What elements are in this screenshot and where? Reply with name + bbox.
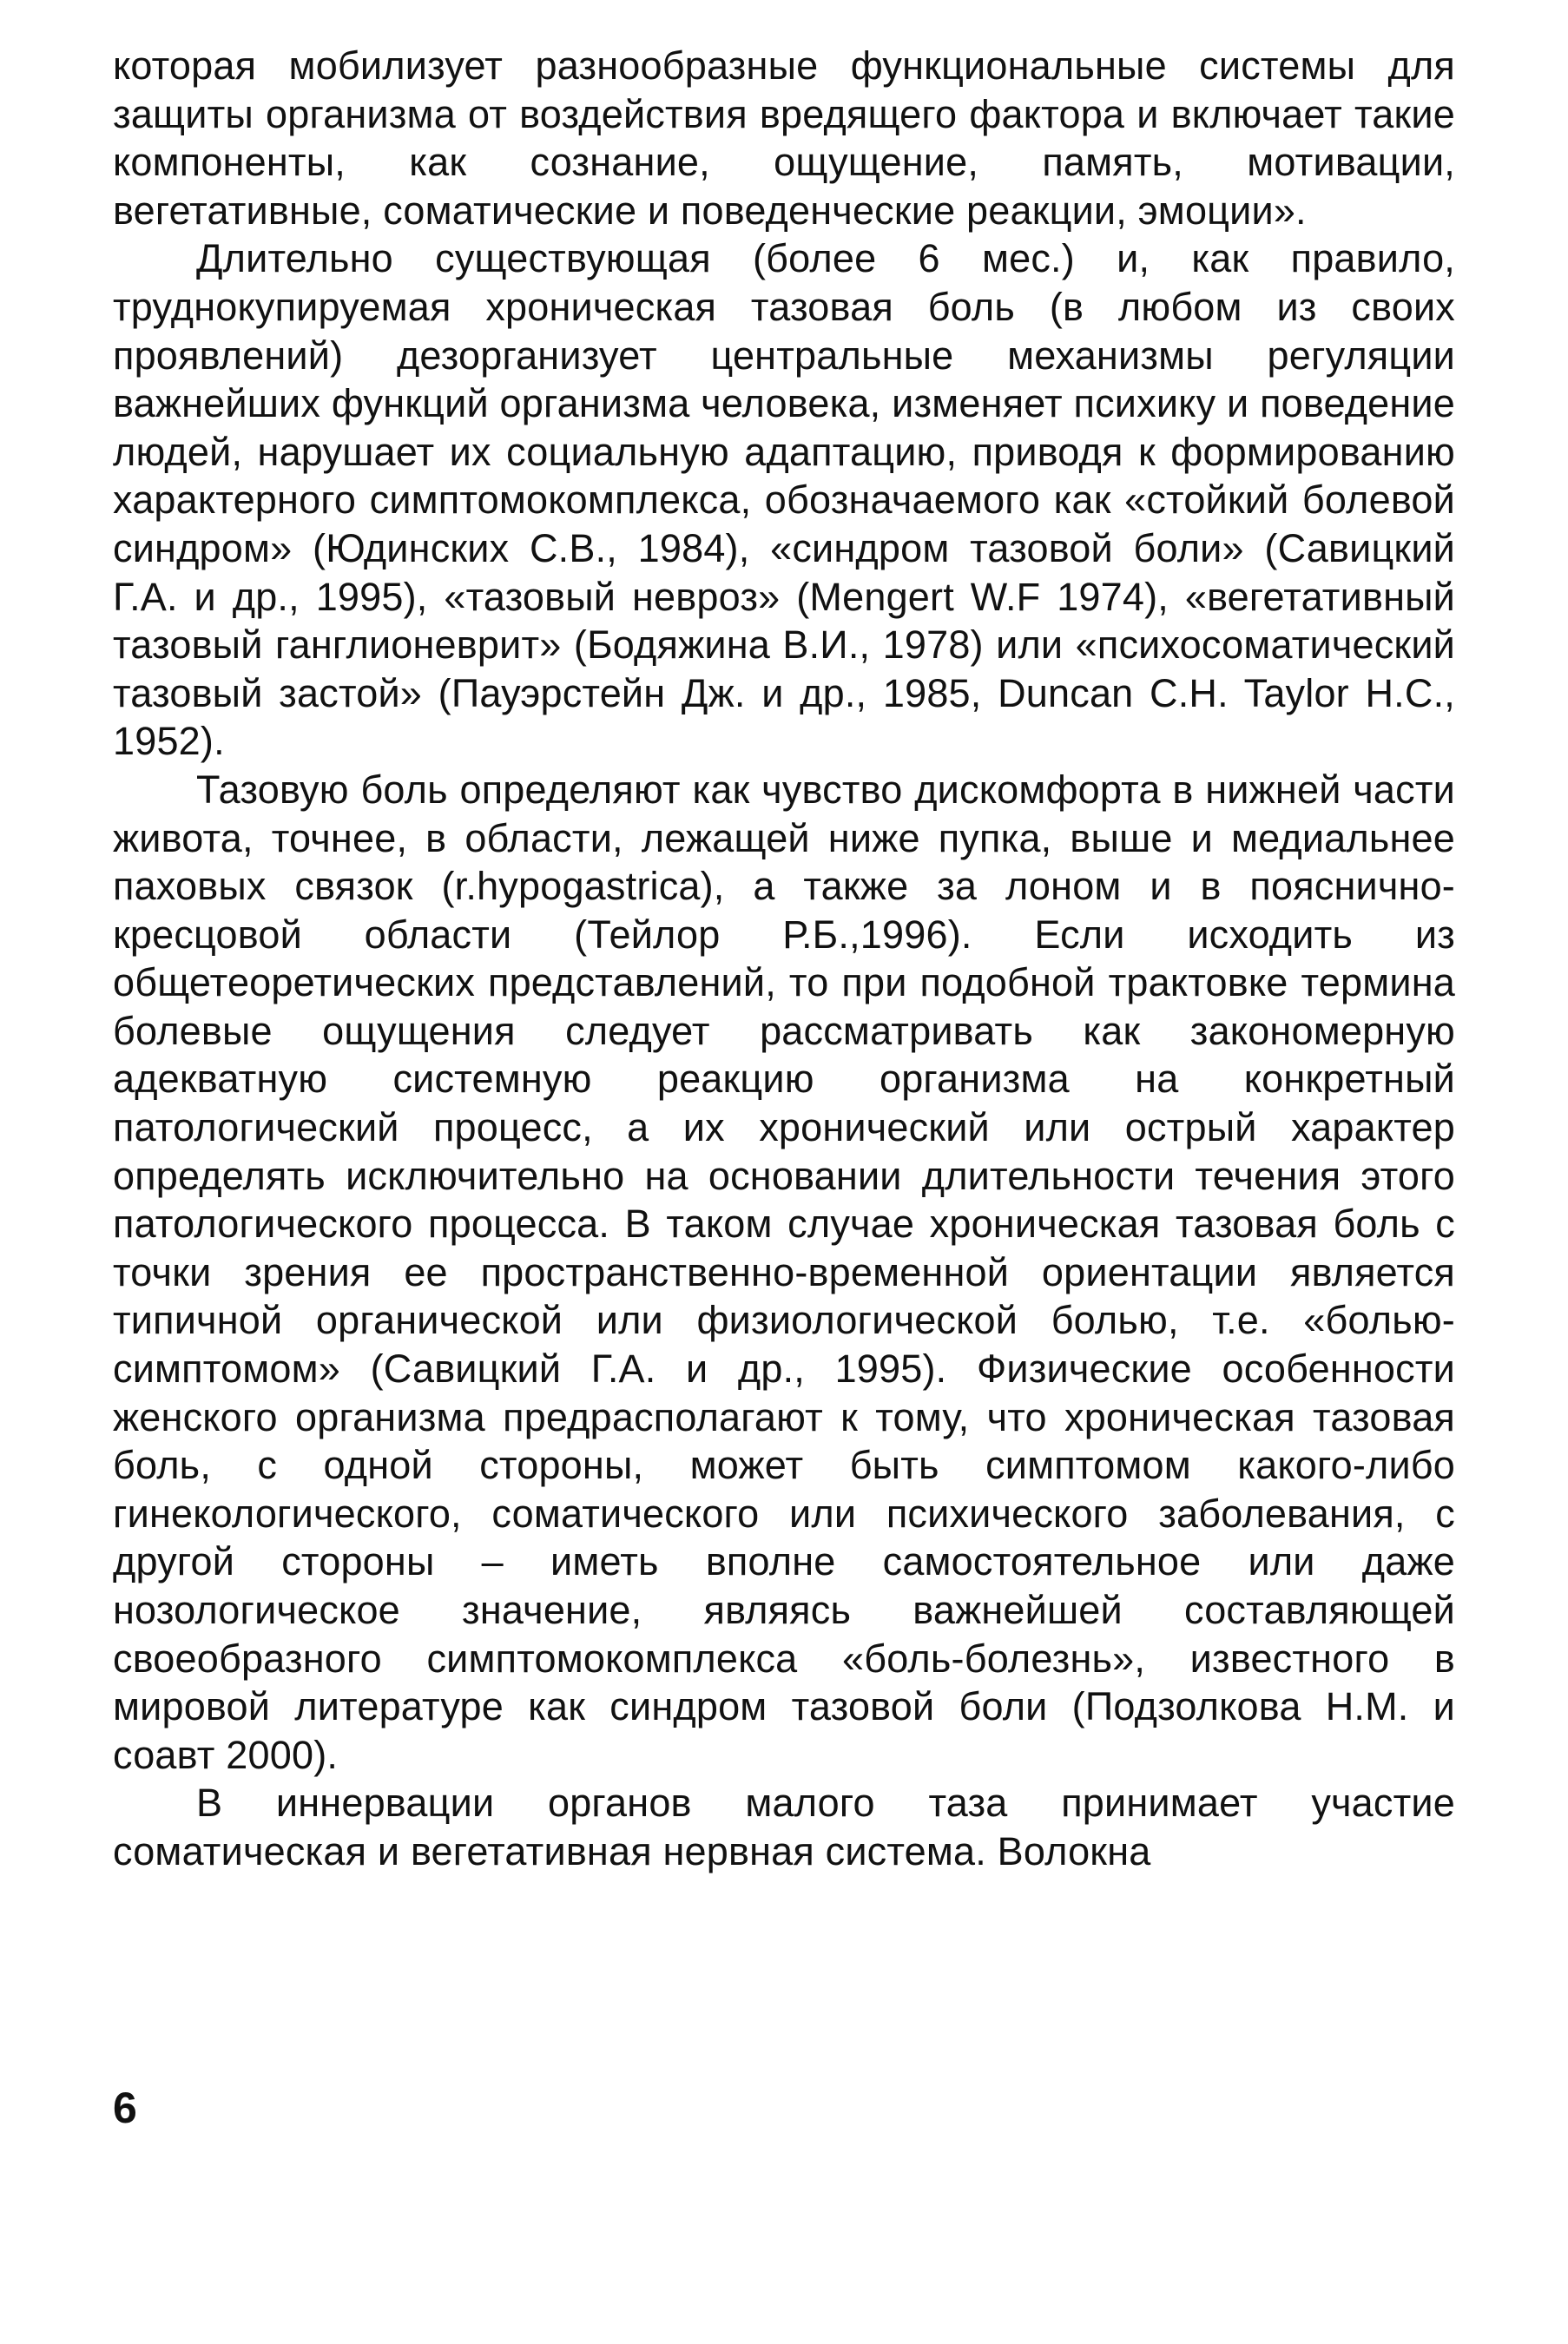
paragraph-4: В иннервации органов малого таза принимает участие соматическая и вегетативная нервная система. Волокна [113, 1781, 1455, 1873]
paragraph-1: которая мобилизует разнообразные функциональные системы для защиты организма от воздействия вредящего фактора и включает такие компоненты, как сознание, ощущение, память, мотивации, вегетативные, соматические и поведенческие реакции, эмоции». [113, 43, 1455, 233]
paragraph-3: Тазовую боль определяют как чувство дискомфорта в нижней части живота, точнее, в области, лежащей ниже пупка, выше и медиальнее паховых связок (r.hypogastrica), а также за лоном и в пояснично-кресцовой области (Тейлор Р.Б.,1996). Если исходить из общетеоретических представлений, то при подобной трактовке термина болевые ощущения следует рассматривать как закономерную адекватную системную реакцию организма на конкретный патологический процесс, а их хронический или острый характер определять исключительно на основании длительности течения этого патологического процесса. В таком случае хроническая тазовая боль с точки зрения ее пространственно-временной ориентации является типичной органической или физиологической болью, т.е. «болью-симптомом» (Савицкий Г.А. и др., 1995). Физические особенности женского организма предрасполагают к тому, что хроническая тазовая боль, с одной стороны, может быть симптомом какого-либо гинекологического, соматического или психического заболевания, с другой стороны – иметь вполне самостоятельное или даже нозологическое значение, являясь важнейшей составляющей своеобразного симптомокомплекса «боль-болезнь», известного в мировой литературе как синдром тазовой боли (Подзолкова Н.М. и соавт 2000). [113, 767, 1455, 1777]
book-page [113, 42, 1455, 2299]
paragraph-2: Длительно существующая (более 6 мес.) и, как правило, труднокупируемая хроническая тазовая боль (в любом из своих проявлений) дезорганизует центральные механизмы регуляции важнейших функций организма человека, изменяет психику и поведение людей, нарушает их социальную адаптацию, приводя к формированию характерного симптомокомплекса, обозначаемого как «стойкий болевой синдром» (Юдинских С.В., 1984), «синдром тазовой боли» (Савицкий Г.А. и др., 1995), «тазовый невроз» (Mengert W.F 1974), «вегетативный тазовый ганглионеврит» (Бодяжина В.И., 1978) или «психосоматический тазовый застой» (Пауэрстейн Дж. и др., 1985, Duncan C.H. Taylor H.C., 1952). [113, 236, 1455, 764]
body-text [113, 42, 1455, 1876]
page-number: 6 [113, 2084, 137, 2132]
